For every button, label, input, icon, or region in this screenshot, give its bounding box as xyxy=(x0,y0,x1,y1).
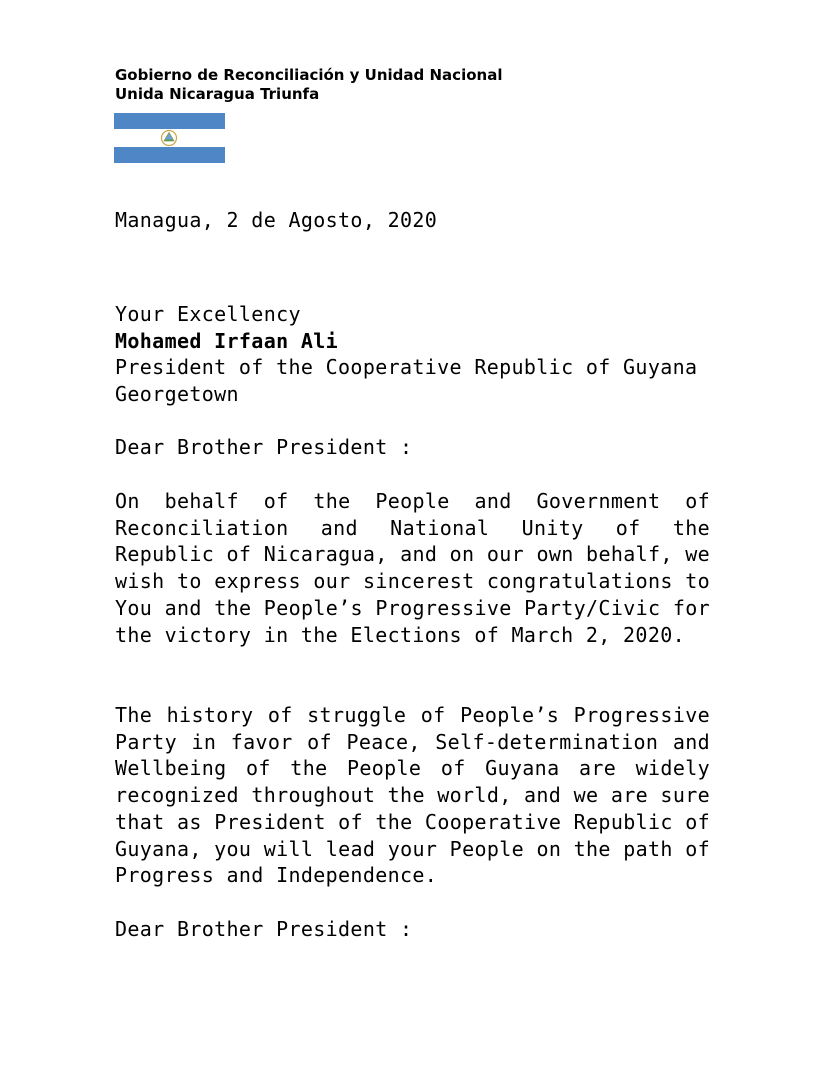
letterhead-slogan: Unida Nicaragua Triunfa xyxy=(115,85,320,103)
recipient-address xyxy=(115,301,725,408)
coat-of-arms-icon xyxy=(160,129,178,147)
recipient-honorific: Your Excellency xyxy=(115,302,301,326)
closing-salutation: Dear Brother President : xyxy=(115,917,413,941)
flag-stripe-middle xyxy=(114,129,225,147)
salutation: Dear Brother President : xyxy=(115,435,413,459)
body-paragraph-1: On behalf of the People and Government of Reconciliation and National Unity of the Republic of Nicaragua, and on our own behalf, we wish to express our sincerest congratulations to You and the People’s Progressive Party/Civic for the victory in the Elections of March 2, 2020. xyxy=(115,489,710,647)
flag-stripe-bottom xyxy=(114,147,225,163)
letterhead-government-name: Gobierno de Reconciliación y Unidad Nacional xyxy=(115,66,503,84)
flag-stripe-top xyxy=(114,113,225,129)
recipient-title: President of the Cooperative Republic of Guyana xyxy=(115,355,698,380)
recipient-city: Georgetown xyxy=(115,382,239,407)
recipient-name: Mohamed Irfaan Ali xyxy=(115,328,339,353)
nicaragua-flag-icon xyxy=(114,113,225,163)
letterhead xyxy=(115,66,502,104)
body-paragraph-2: The history of struggle of People’s Progressive Party in favor of Peace, Self-determination and Wellbeing of the People of Guyana are widely recognized throughout the world, and we are sure that as President of the Cooperative Republic of Guyana, you will lead your People on the path of Progress and Independence. xyxy=(115,703,710,888)
letter-date: Managua, 2 de Agosto, 2020 xyxy=(115,208,438,232)
